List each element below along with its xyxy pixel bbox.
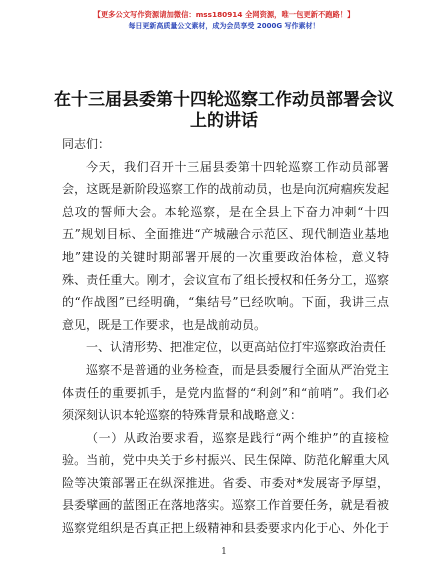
promo-banner-line-2: 每日更新高质量公文素材，成为会员享受 2000G 写作素材！ — [128, 22, 320, 30]
paragraph-line: （一）从政治要求看，巡察是践行“两个维护”的直接检 — [86, 431, 389, 445]
paragraph-line: 巡察不是普通的业务检查，而是县委履行全面从严治党主 — [86, 363, 389, 377]
paragraph-line: 五”规划目标、全面推进“产城融合示范区、现代制造业基地 — [62, 227, 389, 241]
page-number: 1 — [221, 547, 227, 557]
paragraph-line: 验。当前，党中央关于乡村振兴、民生保障、防范化解重大风 — [62, 453, 389, 467]
paragraph-line: 体责任的重要抓手，是党内监督的“利剑”和“前哨”。我们必 — [62, 386, 389, 400]
paragraph-line: 县委擘画的蓝图正在落地落实。巡察工作首要任务，就是看被 — [62, 498, 389, 512]
paragraph-line: 会，这既是新阶段巡察工作的战前动员，也是向沉疴痼疾发起 — [62, 182, 389, 196]
document-title-line-1: 在十三届县委第十四轮巡察工作动员部署会议 — [54, 90, 394, 110]
paragraph-line: 巡察党组织是否真正把上级精神和县委要求内化于心、外化于 — [62, 521, 389, 535]
paragraph-line: 意见，既是工作要求，也是战前动员。 — [62, 318, 267, 332]
paragraph-line: 险等决策部署正在纵深推进。省委、市委对*发展寄予厚望， — [62, 476, 389, 490]
paragraph-line: 总攻的誓师大会。本轮巡察，是在全县上下奋力冲刺“十四 — [62, 205, 389, 219]
promo-banner-line-1: 【更多公文写作资源请加微信：mss180914 全网资源，唯一包更新不跑路！】 — [93, 10, 355, 19]
section-heading: 一、认清形势、把准定位，以更高站位打牢巡察政治责任 — [86, 340, 387, 354]
paragraph-line: 的“作战图”已经明确，“集结号”已经吹响。下面，我讲三点 — [62, 295, 389, 309]
salutation: 同志们： — [62, 137, 111, 151]
document-title-line-2: 上的讲话 — [190, 111, 258, 131]
paragraph-line: 殊、责任重大。刚才，会议宣布了组长授权和任务分工，巡察 — [62, 273, 389, 287]
paragraph-line: 今天，我们召开十三届县委第十四轮巡察工作动员部署 — [86, 160, 389, 174]
paragraph-line: 地”建设的关键时期部署开展的一次重要政治体检，意义特 — [62, 250, 389, 264]
paragraph-line: 须深刻认识本轮巡察的特殊背景和战略意义： — [62, 408, 303, 422]
